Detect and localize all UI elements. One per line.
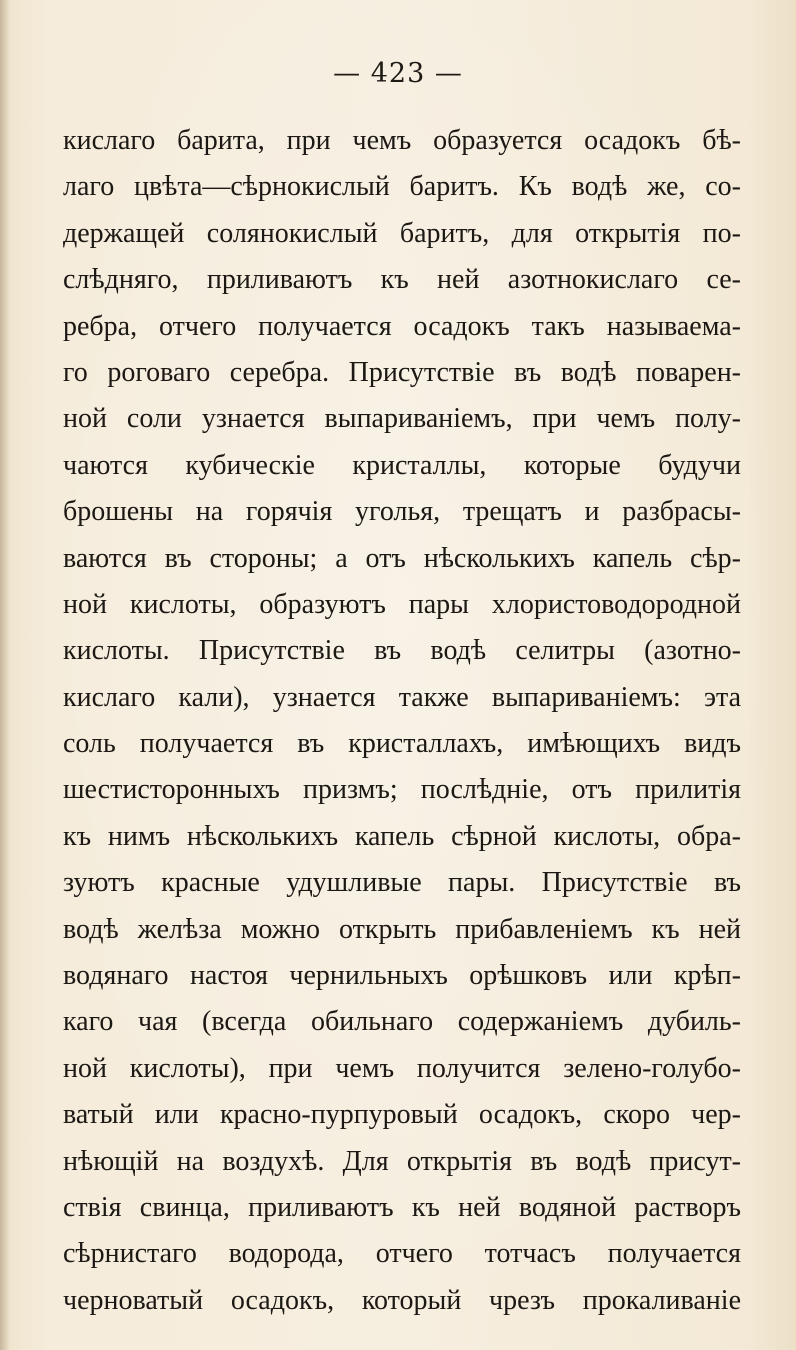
text-line: кислаго барита, при чемъ образуется осадокъ бѣ- [63,125,741,156]
text-line: водѣ желѣза можно открыть прибавленіемъ къ ней [63,913,741,945]
text-line: брошены на горячія уголья, трещатъ и разбрасы- [63,496,741,528]
page-binding-shadow [0,0,10,1350]
text-line: кислоты. Присутствіе въ водѣ селитры (азотно- [63,635,741,667]
text-line: ной кислоты), при чемъ получится зелено-голубо- [63,1052,741,1084]
page-number: — 423 — [333,58,463,89]
text-line: ной кислоты, образуютъ пары хлористоводородной [63,588,741,620]
text-line: шестисторонныхъ призмъ; послѣдніе, отъ прилитія [63,774,741,806]
text-line: нѣющій на воздухѣ. Для открытія въ водѣ присут- [63,1145,741,1177]
text-line: лаго цвѣта—сѣрнокислый баритъ. Къ водѣ же, со- [63,171,741,203]
text-line: го роговаго серебра. Присутствіе въ водѣ поварен- [63,356,741,388]
text-line: ствія свинца, приливаютъ къ ней водяной растворъ [63,1191,741,1223]
text-line: держащей солянокислый баритъ, для открытія по- [63,217,741,249]
text-line: кислаго кали), узнается также выпариваніемъ: эта [63,681,741,713]
text-line: соль получается въ кристаллахъ, имѣющихъ видъ [63,728,741,760]
text-line: каго чая (всегда обильнаго содержаніемъ дубиль- [63,1006,741,1038]
text-line: сѣрнистаго водорода, отчего тотчасъ получается [63,1238,741,1270]
text-line: зуютъ красные удушливые пары. Присутствіе въ [63,867,741,899]
text-line: чаются кубическіе кристаллы, которые будучи [63,449,741,481]
text-line: ребра, отчего получается осадокъ такъ называема- [63,310,741,342]
text-line: черноватый осадокъ, который чрезъ прокаливаніе [63,1284,741,1316]
text-line: ватый или красно-пурпуровый осадокъ, скоро чер- [63,1099,741,1131]
text-line: къ нимъ нѣсколькихъ капель сѣрной кислоты, обра- [63,820,741,852]
body-text [63,118,741,1324]
text-line: ваются въ стороны; а отъ нѣсколькихъ капель сѣр- [63,542,741,574]
text-line: водянаго настоя чернильныхъ орѣшковъ или крѣп- [63,960,741,992]
text-line: ной соли узнается выпариваніемъ, при чемъ полу- [63,403,741,435]
text-line: слѣдняго, приливаютъ къ ней азотнокислаго се- [63,264,741,296]
